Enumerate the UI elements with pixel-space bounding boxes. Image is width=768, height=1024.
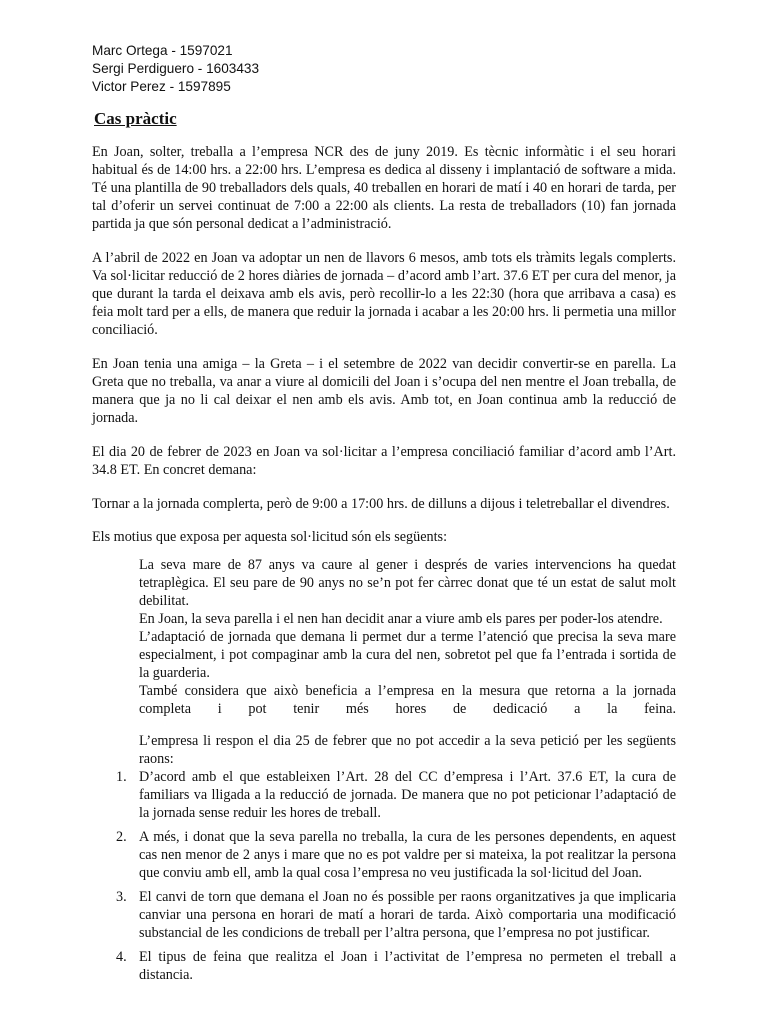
list-item	[92, 948, 676, 984]
list-number: 1.	[116, 769, 127, 785]
paragraph: En Joan tenia una amiga – la Greta – i el setembre de 2022 van decidir convertir-se en parella. La Greta que no treballa, va anar a viure al domicili del Joan i s’ocupa del nen mentre el Joan treballa, de manera que ja no li cal deixar el nen amb els avis. Amb tot, en Joan continua amb la reducció de jornada.	[92, 356, 676, 426]
reasons-list	[92, 768, 676, 984]
motiu-item: La seva mare de 87 anys va caure al gener i després de varies intervencions ha quedat tetraplègica. El seu pare de 90 anys no se’n pot fer càrrec donat que té un estat de salut molt debilitat.	[139, 557, 676, 609]
paragraph: Tornar a la jornada complerta, però de 9:00 a 17:00 hrs. de dilluns a dijous i teletreballar el divendres.	[92, 496, 670, 512]
list-text: El canvi de torn que demana el Joan no és possible per raons organitzatives ja que implicaria canviar una persona en horari de matí a horari de tarda. Això comportaria una modificació substancial de les condicions de treball per l’altra persona, que l’empresa no pot justificar.	[139, 889, 676, 941]
motiu-item: En Joan, la seva parella i el nen han decidit anar a viure amb els pares per poder-los atendre.	[139, 611, 663, 627]
document-title: Cas pràctic	[94, 109, 177, 128]
list-number: 2.	[116, 829, 127, 845]
company-response: L’empresa li respon el dia 25 de febrer que no pot accedir a la seva petició per les següents raons:	[139, 733, 676, 767]
list-number: 3.	[116, 889, 127, 905]
list-item	[92, 768, 676, 822]
author-name: Sergi Perdiguero - 1603433	[92, 61, 260, 76]
list-item	[92, 828, 676, 882]
motiu-item: També considera que això beneficia a l’empresa en la mesura que retorna a la jornada completa i pot tenir més hores de dedicació a la feina.	[139, 683, 676, 717]
list-text: El tipus de feina que realitza el Joan i l’activitat de l’empresa no permeten el treball a distancia.	[139, 949, 676, 983]
paragraph: En Joan, solter, treballa a l’empresa NCR des de juny 2019. Es tècnic informàtic i el seu horari habitual és de 14:00 hrs. a 22:00 hrs. L’empresa es dedica al disseny i implantació de software a mida. Té una plantilla de 90 treballadors dels quals, 40 treballen en horari de matí i 40 en horari de tarda, per tal d’oferir un servei continuat de 7:00 a 22:00 als clients. La resta de treballadors (10) fan jornada partida ja que són personal dedicat a l’administració.	[92, 144, 676, 232]
author-name: Victor Perez - 1597895	[92, 79, 231, 94]
motiu-item: L’adaptació de jornada que demana li permet dur a terme l’atenció que precisa la seva mare especialment, i pot compaginar amb la cura del nen, sobretot pel que fa l’entrada i sortida de la guarderia.	[139, 629, 676, 681]
list-text: D’acord amb el que estableixen l’Art. 28 del CC d’empresa i l’Art. 37.6 ET, la cura de familiars va lligada a la reducció de jornada. De manera que no pot peticionar l’adaptació de la jornada sense reduir les hores de treball.	[139, 769, 676, 821]
list-item	[92, 888, 676, 942]
list-number: 4.	[116, 949, 127, 965]
list-text: A més, i donat que la seva parella no treballa, la cura de les persones dependents, en aquest cas nen menor de 2 anys i mare que no es pot valdre per si mateixa, la pot realitzar la persona que conviu amb ell, amb la qual cosa l’empresa no veu justificada la sol·licitud del Joan.	[139, 829, 676, 881]
paragraph: El dia 20 de febrer de 2023 en Joan va sol·licitar a l’empresa conciliació familiar d’acord amb l’Art. 34.8 ET. En concret demana:	[92, 444, 676, 478]
author-name: Marc Ortega - 1597021	[92, 43, 233, 58]
paragraph: A l’abril de 2022 en Joan va adoptar un nen de llavors 6 mesos, amb tots els tràmits legals complerts. Va sol·licitar reducció de 2 hores diàries de jornada – d’acord amb l’art. 37.6 ET per cura del menor, ja que durant la tarda el deixava amb els avis, però recollir-lo a les 22:30 (hora que arribava a casa) es feia molt tard per a ells, de manera que reduir la jornada i acabar a les 20:00 hrs. li permetia una millor conciliació.	[92, 250, 676, 338]
motius-list	[92, 556, 676, 718]
author-list	[92, 42, 676, 96]
paragraph: Els motius que exposa per aquesta sol·licitud són els següents:	[92, 529, 448, 545]
